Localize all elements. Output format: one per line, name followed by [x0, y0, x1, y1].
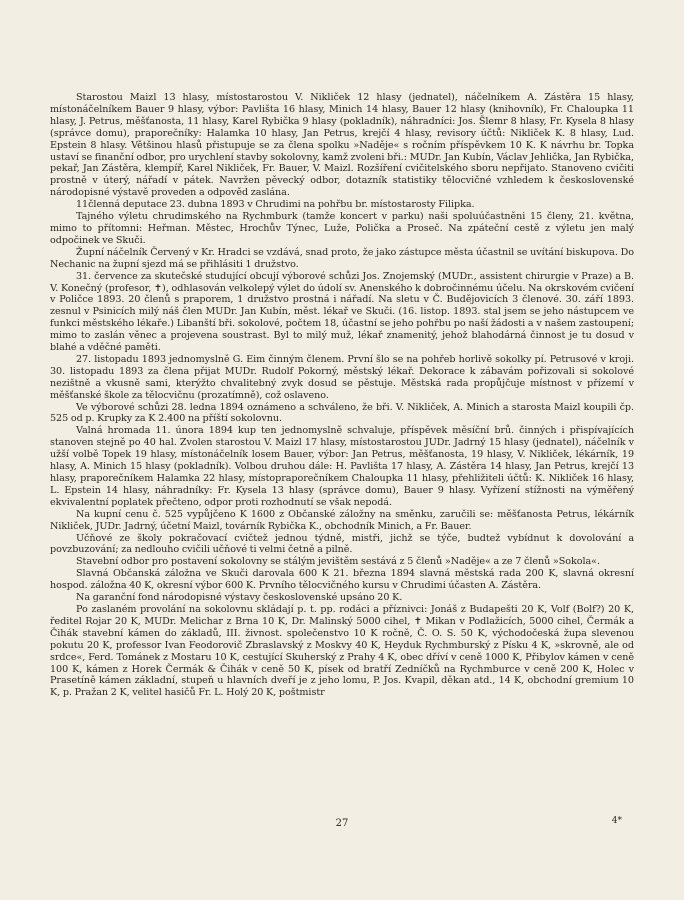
paragraph-district-leader: Župní náčelník Červený v Kr. Hradci se vzdává, snad proto, že jako zástupce města účastnil se uvítání biskupova. Do Nechanic na župní sjezd má se přihlásiti 1 družstvo. [50, 246, 634, 270]
paragraph-loan: Na kupní cenu č. 525 vypůjčeno K 1600 z Občanské záložny na směnku, zaručili se: měšťanosta Petrus, lékárník Nikliček, JUDr. Jadrný, účetní Maizl, továrník Rybička K., obchodník Minich, a Fr. Bauer. [50, 508, 634, 532]
paragraph-deputation: 11členná deputace 23. dubna 1893 v Chrudimi na pohřbu br. místostarosty Filipka. [76, 199, 475, 211]
paragraph-general-assembly-1894: Valná hromada 11. února 1894 kup ten jednomyslně schvaluje, příspěvek měsíční brů. činných i přispívajících stanoven stejně po 40 hal. Zvolen starostou V. Maizl 17 hlasy, místostarostou JUDr. Jadrný 15 hlasy (jednatel), náčelník v užší volbě Topek 19 hlasy, místonáčelník losem Bauer, výbor: Jan Petrus, měšťanosta, 19 hlasy, V. Nikliček, lékárník, 19 hlasy, A. Minich 15 hlasy (pokladník). Volbou druhou dále: H. Pavlišta 17 hlasy, A. Zástěra 14 hlasy, Jan Petrus, krejčí 13 hlasy, praporečníkem Halamka 22 hlasy, místopraporečníkem Chaloupka 11 hlasy, přehližiteli účtů: K. Nikliček 16 hlasy, L. Epstein 14 hlasy, náhradníky: Fr. Kysela 13 hlasy (správce domu), Bauer 9 hlasy. Vyřízení stížnosti na výměřený ekvivalentní poplatek přečteno, odpor proti rozhodnutí se však nepodá. [50, 425, 634, 508]
paragraph-donors-list: Po zaslaném provolání na sokolovnu skládají p. t. pp. rodáci a příznivci: Jonáš z Budapešti 20 K, Volf (Bolf?) 20 K, ředitel Rojar 20 K, MUDr. Melichar z Brna 10 K, Dr. Malinský 5000 cihel, ✝ Mikan v Podlažicích, 5000 cihel, Čermák a Čihák stavební kámen do základů, III. živnost. společenstvo 10 K ročně, Č. O. S. 50 K, východočeská župa slevenou pokutu 20 K, professor Ivan Feodorovič Zbraslavský z Moskvy 40 K, Heyduk Rychmburský z Písku 4 K, »skrovně, ale od srdce«, Ferd. Tománek z Mostaru 10 K, cestující Skuherský z Prahy 4 K, obec dříví v ceně 1000 K, Přibylov kámen v ceně 100 K, kámen z Horek Čermák & Čihák v ceně 50 K, písek od bratří Zedníčků na Rychmburce v ceně 200 K, Holec v Prasetíně kámen základní, stupeň u hlavních dveří je z jeho lomu, P. Jos. Kvapil, děkan atd., 14 K, obchodní gremium 10 K, p. Pražan 2 K, velitel hasičů Fr. L. Holý 20 K, poštmistr [50, 603, 634, 699]
page-number: 27 [335, 818, 349, 829]
paragraph-trip-rychmburk: Tajného výletu chrudimského na Rychmburk (tamže koncert v parku) naši spoluúčastněni 15 členy, 21. května, mimo to přítomni: Heřman. Městec, Hrochův Týnec, Luže, Polička a Proseč. Na zpáteční cestě z výletu jen malý odpočinek ve Skuči. [50, 211, 634, 246]
paragraph-house-purchase: Ve výborové schůzi 28. ledna 1894 oznámeno a schváleno, že bři. V. Nikliček, A. Minich a starosta Maizl koupili čp. 525 od p. Krupky za K 2.400 na příští sokolovnu. [50, 401, 634, 425]
paragraph-building-committee: Stavební odbor pro postavení sokolovny se stálým jevištěm sestává z 5 členů »Naděje« a ze 7 členů »Sokola«. [76, 556, 600, 568]
paragraph-apprentices: Učňové ze školy pokračovací cvičtež jednou týdně, mistři, jichž se týče, budtež vybídnut k dovolování a povzbuzování; za nedlouho cvičili učňové ti velmi četně a pilně. [50, 532, 634, 556]
paragraph-guarantee-fund: Na garanční fond národopisné výstavy československé upsáno 20 K. [76, 592, 403, 604]
paragraph-november-1893: 27. listopadu 1893 jednomyslně G. Eim činným členem. První šlo se na pohřeb horlivě sokolky pí. Petrusové v kroji. 30. listopadu 1893 za člena přijat MUDr. Rudolf Pokorný, městský lékař. Dekorace k zábavám pořizovali si sokolové nezištně a vkusně sami, kterýžto chvalitebný zvyk dosud se pěstuje. Městská rada propůjčuje místnost v přízemí v měšťanské škole za tělocvičnu (prozatímně), což oslaveno. [50, 353, 634, 401]
paragraph-election-1893: Starostou Maizl 13 hlasy, místostarostou V. Nikliček 12 hlasy (jednatel), náčelníkem A. Zástěra 15 hlasy, místonáčelníkem Bauer 9 hlasy, výbor: Pavlišta 16 hlasy, Minich 14 hlasy, Bauer 12 hlasy (knihovník), Fr. Chaloupka 11 hlasy, J. Petrus, měšťanosta, 11 hlasy, Karel Rybička 9 hlasy (pokladník), náhradníci: Jos. Šlemr 8 hlasy, Fr. Kysela 8 hlasy (správce domu), praporečníky: Halamka 10 hlasy, Jan Petrus, krejčí 4 hlasy, revisory účtů: Nikliček K. 8 hlasy, Lud. Epstein 8 hlasy. Většinou hlasů přistupuje se za člena spolku »Naděje« s ročním příspěvkem 10 K. K návrhu br. Topka ustaví se finanční odbor, pro urychlení stavby sokolovny, kamž zvoleni bři.: MUDr. Jan Kubín, Václav Jehlička, Jan Rybička, pekař, Jan Zástěra, klempíř, Karel Nikliček, Fr. Bauer, V. Maizl. Rozšíření cvičitelského sboru nepřijato. Stanoveno cvičiti prostně v úterý, nářadí v pátek. Navržen pěvecký odbor, dotazník statistiky tělocvičné vzhledem k československé národopisné výstavě proveden a odpověd zaslána. [50, 92, 634, 199]
paragraph-donations-savings: Slavná Občanská záložna ve Skuči darovala 600 K 21. března 1894 slavná městská rada 200 K, slavná okresní hospod. záložna 40 K, okresní výbor 600 K. Prvního tělocvičného kursu v Chrudimi účasten A. Zástěra. [50, 568, 634, 592]
signature-mark: 4* [611, 816, 622, 826]
body-text [50, 92, 634, 699]
paragraph-july-meeting: 31. července za skutečské studující obcují výborové schůzi Jos. Znojemský (MUDr., assistent chirurgie v Praze) a B. V. Konečný (profesor, ✝), odhlasován velkolepý výlet do údolí sv. Anenského k dobročinnému účelu. Na okrskovém cvičení v Poličce 1893. 20 členů s praporem, 1 družstvo prostná i nářadí. Na sletu v Č. Budějovicích 3 členové. 30. září 1893. zesnul v Psinicích milý náš člen MUDr. Jan Kubín, měst. lékař ve Skuči. (16. listop. 1893. stal jsem se jeho nástupcem ve funkci městského lékaře.) Libanští bři. sokolové, počtem 18, účastní se jeho pohřbu po naší žádosti a v našem zastoupení; mimo to zaslán věnec a projevena soustrast. Byl to milý muž, lékař znamenitý, jehož blahodárná činnost je tu dosud v blahé a vděčné paměti. [50, 270, 634, 354]
